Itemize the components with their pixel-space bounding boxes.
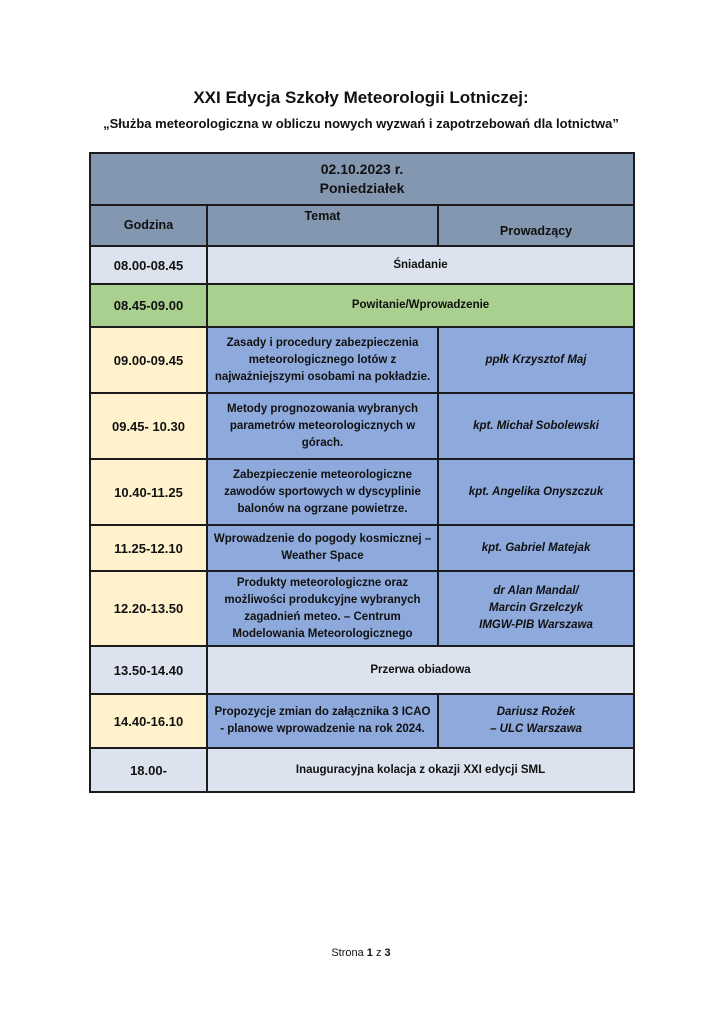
time-cell: 10.40-11.25 bbox=[90, 459, 207, 525]
time-cell: 18.00- bbox=[90, 748, 207, 792]
topic-cell: Propozycje zmian do załącznika 3 ICAO - planowe wprowadzenie na rok 2024. bbox=[207, 694, 438, 748]
time-cell: 08.45-09.00 bbox=[90, 284, 207, 327]
footer-separator: z bbox=[375, 947, 382, 959]
speaker-cell: ppłk Krzysztof Maj bbox=[438, 327, 634, 393]
time-cell: 13.50-14.40 bbox=[90, 646, 207, 694]
speaker-line: – ULC Warszawa bbox=[490, 723, 582, 735]
event-cell: Przerwa obiadowa bbox=[207, 646, 634, 694]
date-header bbox=[90, 153, 634, 205]
date-label: 02.10.2023 r. bbox=[320, 161, 404, 177]
table-row bbox=[90, 459, 634, 525]
speaker-line: IMGW-PIB Warszawa bbox=[479, 619, 593, 631]
footer-page-total: 3 bbox=[384, 947, 391, 959]
speaker-line: dr Alan Mandal/ bbox=[493, 585, 579, 597]
table-row bbox=[90, 284, 634, 327]
topic-cell: Zabezpieczenie meteorologiczne zawodów sportowych w dyscyplinie balonów na ogrzane powietrze. bbox=[207, 459, 438, 525]
weekday-label: Poniedziałek bbox=[319, 180, 405, 196]
footer-page-number: 1 bbox=[366, 947, 373, 959]
time-cell: 08.00-08.45 bbox=[90, 246, 207, 284]
table-row bbox=[90, 694, 634, 748]
column-header-row bbox=[90, 205, 634, 246]
speaker-cell: kpt. Angelika Onyszczuk bbox=[438, 459, 634, 525]
table-row bbox=[90, 748, 634, 792]
speaker-cell bbox=[438, 694, 634, 748]
topic-cell: Zasady i procedury zabezpieczenia meteorologicznego lotów z najważniejszymi osobami na pokładzie. bbox=[207, 327, 438, 393]
footer-prefix: Strona bbox=[331, 947, 364, 959]
speaker-cell: kpt. Michał Sobolewski bbox=[438, 393, 634, 459]
event-cell: Śniadanie bbox=[207, 246, 634, 284]
time-cell: 14.40-16.10 bbox=[90, 694, 207, 748]
table-row bbox=[90, 525, 634, 571]
time-cell: 12.20-13.50 bbox=[90, 571, 207, 646]
speaker-cell bbox=[438, 571, 634, 646]
table-row bbox=[90, 246, 634, 284]
table-row bbox=[90, 393, 634, 459]
document-subtitle: „Służba meteorologiczna w obliczu nowych wyzwań i zapotrzebowań dla lotnictwa” bbox=[103, 116, 619, 131]
document-title: XXI Edycja Szkoły Meteorologii Lotniczej: bbox=[193, 88, 529, 107]
time-cell: 11.25-12.10 bbox=[90, 525, 207, 571]
time-cell: 09.45- 10.30 bbox=[90, 393, 207, 459]
page-footer bbox=[0, 947, 722, 959]
topic-cell: Metody prognozowania wybranych parametrów meteorologicznych w górach. bbox=[207, 393, 438, 459]
schedule-table bbox=[89, 152, 635, 793]
event-cell: Inauguracyjna kolacja z okazji XXI edycji SML bbox=[207, 748, 634, 792]
col-header-time: Godzina bbox=[90, 205, 207, 246]
table-row bbox=[90, 327, 634, 393]
speaker-line: Dariusz Rożek bbox=[496, 706, 576, 718]
time-cell: 09.00-09.45 bbox=[90, 327, 207, 393]
speaker-cell: kpt. Gabriel Matejak bbox=[438, 525, 634, 571]
topic-cell: Wprowadzenie do pogody kosmicznej – Weather Space bbox=[207, 525, 438, 571]
table-row bbox=[90, 571, 634, 646]
date-header-row bbox=[90, 153, 634, 205]
speaker-line: Marcin Grzelczyk bbox=[489, 602, 583, 614]
event-cell: Powitanie/Wprowadzenie bbox=[207, 284, 634, 327]
col-header-topic: Temat bbox=[207, 205, 438, 246]
table-row bbox=[90, 646, 634, 694]
col-header-speaker: Prowadzący bbox=[438, 205, 634, 246]
topic-cell: Produkty meteorologiczne oraz możliwości produkcyjne wybranych zagadnień meteo. – Centrum Modelowania Meteorologicznego bbox=[207, 571, 438, 646]
